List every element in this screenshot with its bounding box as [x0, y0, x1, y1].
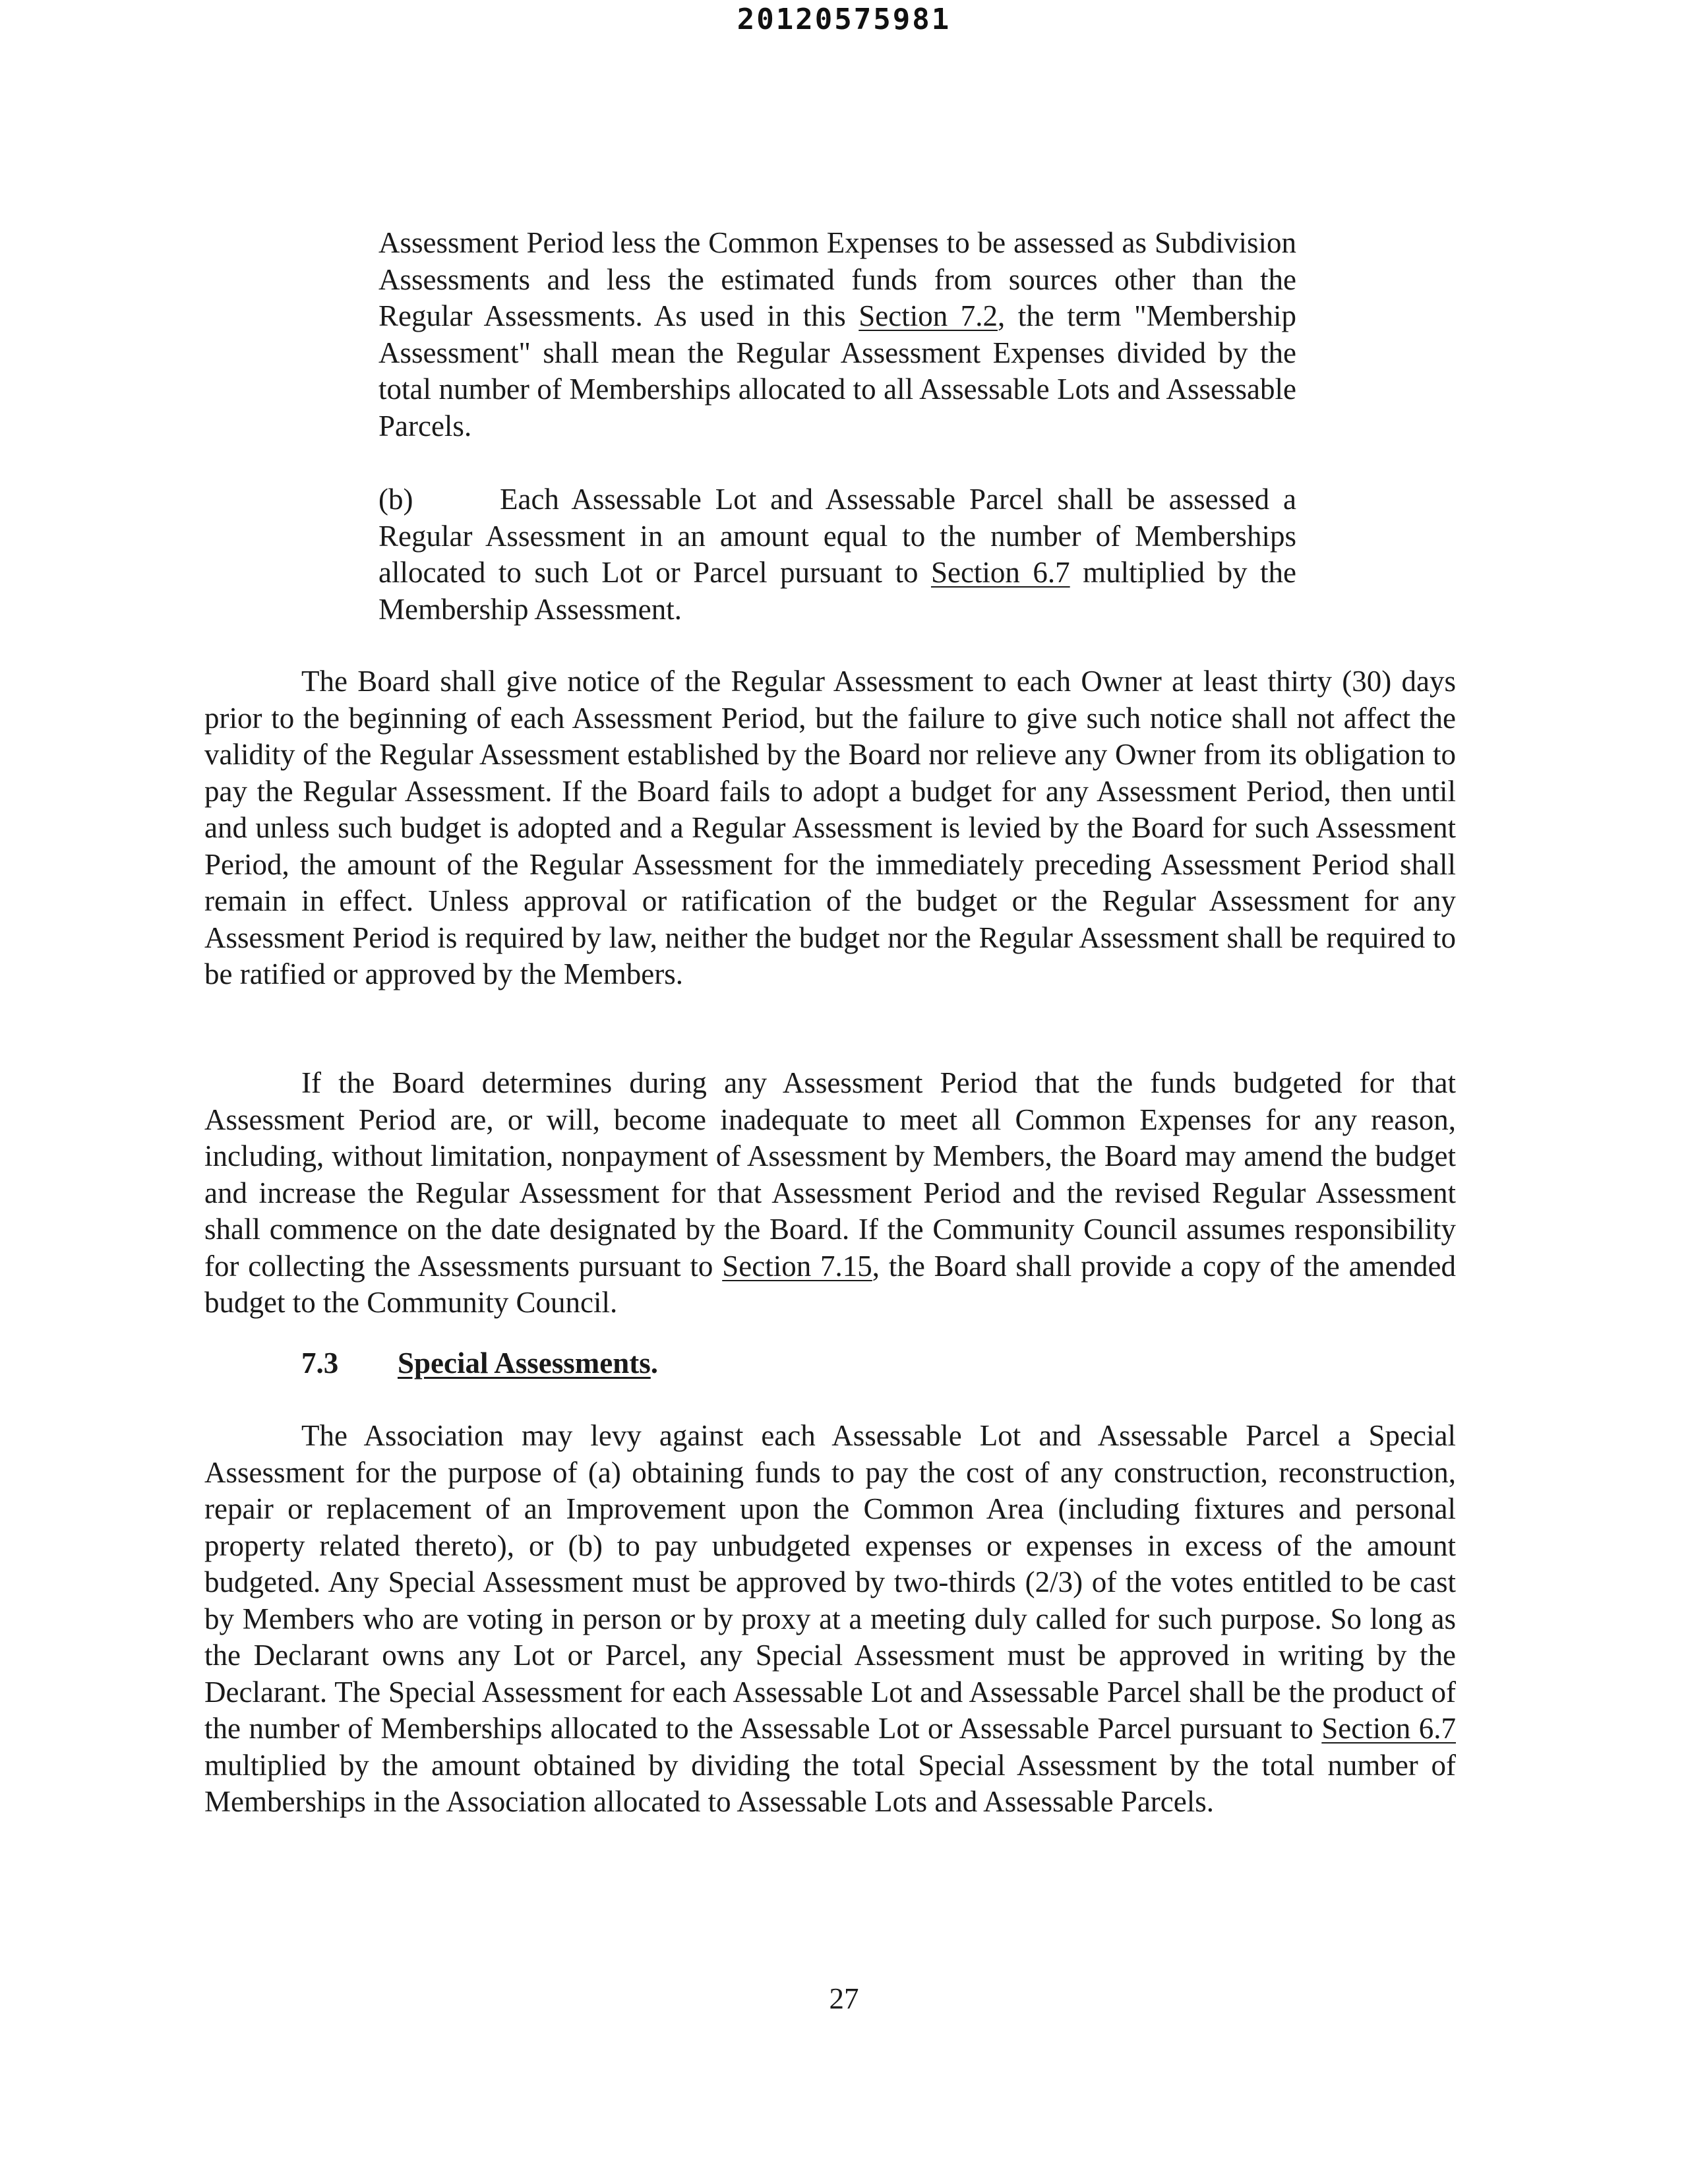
- paragraph-text: Each Assessable Lot and Assessable Parcel shall be assessed a Regular Assessment in an amount equal to the number of Memberships allocated to such Lot or Parcel pursuant to: [378, 483, 1296, 589]
- section-title-suffix: .: [650, 1347, 659, 1380]
- page-number: 27: [829, 1982, 859, 2015]
- paragraph-text: , the term "Membership Assessment" shall mean the Regular Assessment Expenses divided by the total number of Memberships allocated to all Assessable Lots and Assessable Parcels.: [378, 299, 1296, 442]
- paragraph-membership-assessment: [378, 225, 1296, 444]
- paragraph-budget-amendment: [204, 1065, 1456, 1321]
- section-heading-7-3: [301, 1345, 658, 1382]
- document-number: 20120575981: [737, 3, 951, 36]
- section-reference-7-2: Section 7.2: [859, 299, 998, 332]
- section-number: 7.3: [301, 1347, 339, 1380]
- paragraph-b-regular-assessment: [378, 481, 1296, 628]
- paragraph-text: The Association may levy against each Assessable Lot and Assessable Parcel a Special Assessment for the purpose of (a) obtaining funds to pay the cost of any construction, reconstruction, repair or replacement of an Improvement upon the Common Area (including fixtures and personal property related thereto), or (b) to pay unbudgeted expenses or expenses in excess of the amount budgeted. Any Special Assessment must be approved by two-thirds (2/3) of the votes entitled to be cast by Members who are voting in person or by proxy at a meeting duly called for such purpose. So long as the Declarant owns any Lot or Parcel, any Special Assessment must be approved in writing by the Declarant. The Special Assessment for each Assessable Lot and Assessable Parcel shall be the product of the number of Memberships allocated to the Assessable Lot or Assessable Parcel pursuant to: [204, 1419, 1456, 1745]
- paragraph-text: multiplied by the Membership Assessment.: [378, 556, 1296, 626]
- paragraph-text: The Board shall give notice of the Regular Assessment to each Owner at least thirty (30) days prior to the beginning of each Assessment Period, but the failure to give such notice shall not affect the validity of the Regular Assessment established by the Board nor relieve any Owner from its obligation to pay the Regular Assessment. If the Board fails to adopt a budget for any Assessment Period, then until and unless such budget is adopted and a Regular Assessment is levied by the Board for such Assessment Period, the amount of the Regular Assessment for the immediately preceding Assessment Period shall remain in effect. Unless approval or ratification of the budget or the Regular Assessment for any Assessment Period is required by law, neither the budget nor the Regular Assessment shall be required to be ratified or approved by the Members.: [204, 665, 1456, 990]
- paragraph-text: Assessment Period less the Common Expenses to be assessed as Subdivision Assessments and less the estimated funds from sources other than the Regular Assessments. As used in this: [378, 226, 1296, 332]
- paragraph-notice-of-assessment: [204, 663, 1456, 993]
- section-reference-6-7: Section 6.7: [930, 556, 1070, 589]
- paragraph-special-assessments: [204, 1418, 1456, 1821]
- section-title: Special Assessments: [398, 1347, 651, 1380]
- section-reference-6-7: Section 6.7: [1321, 1712, 1456, 1745]
- paragraph-text: If the Board determines during any Assessment Period that the funds budgeted for that Assessment Period are, or will, become inadequate to meet all Common Expenses for any reason, including, without limitation, nonpayment of Assessment by Members, the Board may amend the budget and increase the Regular Assessment for that Assessment Period and the revised Regular Assessment shall commence on the date designated by the Board. If the Community Council assumes responsibility for collecting the Assessments pursuant to: [204, 1066, 1456, 1283]
- subparagraph-marker: (b): [378, 483, 413, 516]
- paragraph-text: , the Board shall provide a copy of the amended budget to the Community Council.: [204, 1249, 1456, 1319]
- paragraph-text: multiplied by the amount obtained by dividing the total Special Assessment by the total number of Memberships in the Association allocated to Assessable Lots and Assessable Parcels.: [204, 1748, 1456, 1818]
- section-reference-7-15: Section 7.15: [722, 1249, 872, 1283]
